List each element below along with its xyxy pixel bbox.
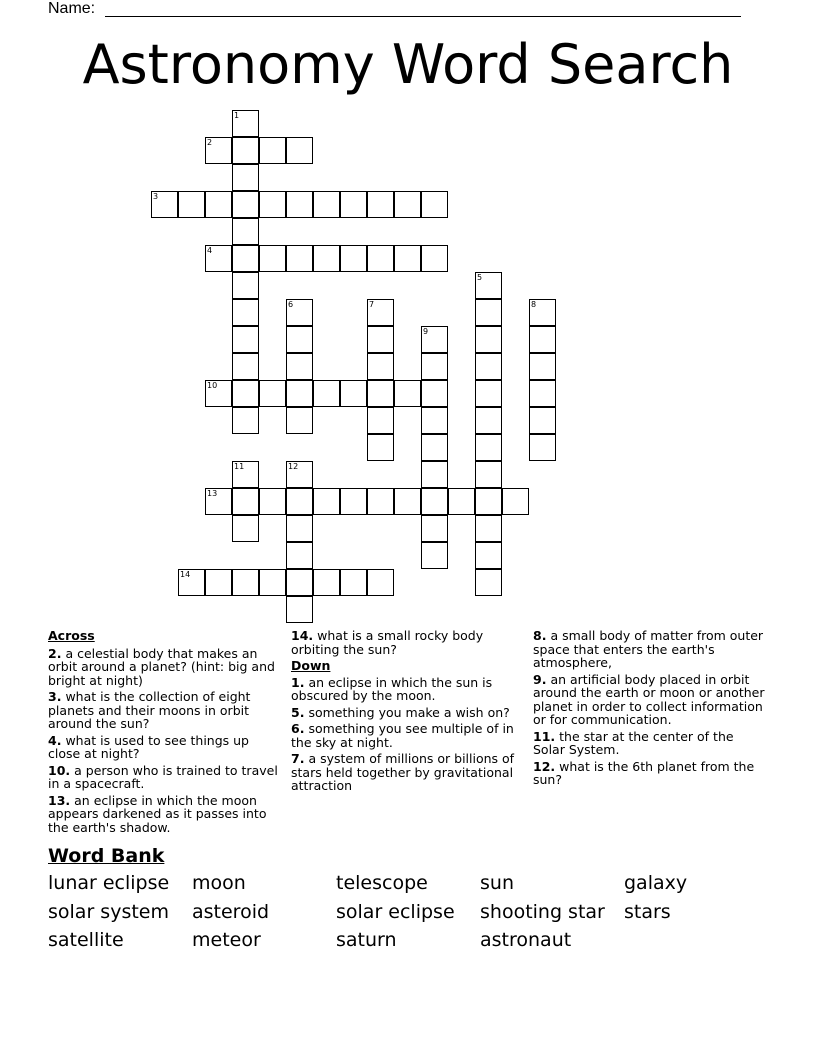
clue-down-9: 9. an artificial body placed in orbit around the earth or moon or another planet in order to collect information or for communication. xyxy=(533,671,765,727)
crossword-cell[interactable] xyxy=(286,488,313,515)
crossword-cell[interactable] xyxy=(421,245,448,272)
clue-down-1: 1. an eclipse in which the sun is obscured by the moon. xyxy=(291,674,493,703)
crossword-cell[interactable] xyxy=(529,434,556,461)
clue-across-13: 13. an eclipse in which the moon appears darkened as it passes into the earth's shadow. xyxy=(48,792,267,835)
clue-number: 13 xyxy=(207,489,218,498)
crossword-cell[interactable] xyxy=(529,353,556,380)
crossword-cell[interactable] xyxy=(286,245,313,272)
word-bank-item: astronaut xyxy=(480,929,572,951)
crossword-cell[interactable] xyxy=(475,434,502,461)
crossword-cell[interactable] xyxy=(421,515,448,542)
crossword-cell[interactable] xyxy=(367,569,394,596)
crossword-cell[interactable] xyxy=(367,245,394,272)
clue-across-3: 3. what is the collection of eight planets and their moons in orbit around the sun? xyxy=(48,689,251,731)
crossword-cell[interactable] xyxy=(259,137,286,164)
crossword-cell[interactable] xyxy=(178,191,205,218)
clue-number: 1 xyxy=(234,111,240,120)
clue-number: 7 xyxy=(369,300,375,309)
name-blank-line[interactable] xyxy=(105,16,741,17)
crossword-cell[interactable] xyxy=(259,245,286,272)
crossword-cell[interactable] xyxy=(205,137,232,164)
clue-across-14: 14. what is a small rocky body orbiting the sun? xyxy=(291,628,484,657)
clue-number: 9 xyxy=(423,327,429,336)
crossword-cell[interactable] xyxy=(232,245,259,272)
crossword-cell[interactable] xyxy=(232,488,259,515)
crossword-cell[interactable] xyxy=(421,191,448,218)
crossword-cell[interactable] xyxy=(475,569,502,596)
crossword-cell[interactable] xyxy=(232,137,259,164)
crossword-cell[interactable] xyxy=(529,299,556,326)
crossword-cell[interactable] xyxy=(421,380,448,407)
crossword-cell[interactable] xyxy=(421,326,448,353)
crossword-cell[interactable] xyxy=(367,353,394,380)
crossword-cell[interactable] xyxy=(475,380,502,407)
crossword-cell[interactable] xyxy=(340,191,367,218)
crossword-cell[interactable] xyxy=(178,569,205,596)
crossword-cell[interactable] xyxy=(286,461,313,488)
crossword-cell[interactable] xyxy=(502,488,529,515)
clues-column-3 xyxy=(533,629,769,790)
crossword-cell[interactable] xyxy=(232,299,259,326)
clue-down-11: 11. the star at the center of the Solar System. xyxy=(533,728,734,757)
crossword-cell[interactable] xyxy=(151,191,178,218)
crossword-cell[interactable] xyxy=(286,542,313,569)
crossword-cell[interactable] xyxy=(259,488,286,515)
crossword-cell[interactable] xyxy=(286,515,313,542)
crossword-cell[interactable] xyxy=(475,488,502,515)
clue-across-10: 10. a person who is trained to travel in a spacecraft. xyxy=(48,762,278,791)
clue-number: 8 xyxy=(531,300,537,309)
clue-across-2: 2. a celestial body that makes an orbit around a planet? (hint: big and bright at night) xyxy=(48,645,275,688)
crossword-cell[interactable] xyxy=(421,542,448,569)
crossword-cell[interactable] xyxy=(367,488,394,515)
crossword-cell[interactable] xyxy=(286,326,313,353)
page-title: Astronomy Word Search xyxy=(82,33,734,96)
word-bank-item: satellite xyxy=(48,929,124,951)
crossword-cell[interactable] xyxy=(340,380,367,407)
crossword-cell[interactable] xyxy=(259,380,286,407)
crossword-cell[interactable] xyxy=(232,218,259,245)
crossword-cell[interactable] xyxy=(232,191,259,218)
crossword-cell[interactable] xyxy=(475,299,502,326)
crossword-cell[interactable] xyxy=(232,110,259,137)
crossword-cell[interactable] xyxy=(448,488,475,515)
crossword-cell[interactable] xyxy=(340,569,367,596)
crossword-cell[interactable] xyxy=(286,569,313,596)
word-bank-item: solar system xyxy=(48,900,169,923)
crossword-cell[interactable] xyxy=(286,596,313,623)
crossword-cell[interactable] xyxy=(475,353,502,380)
crossword-cell[interactable] xyxy=(286,191,313,218)
crossword-cell[interactable] xyxy=(529,380,556,407)
crossword-cell[interactable] xyxy=(286,299,313,326)
crossword-cell[interactable] xyxy=(529,326,556,353)
word-bank-item: asteroid xyxy=(192,900,270,923)
crossword-cell[interactable] xyxy=(259,569,286,596)
crossword-cell[interactable] xyxy=(313,191,340,218)
crossword-cell[interactable] xyxy=(475,515,502,542)
across-heading: Across xyxy=(48,628,95,643)
word-bank-item: telescope xyxy=(336,872,428,894)
crossword-cell[interactable] xyxy=(394,380,421,407)
crossword-cell[interactable] xyxy=(205,488,232,515)
crossword-cell[interactable] xyxy=(340,488,367,515)
clue-number: 12 xyxy=(288,462,299,471)
clue-down-8: 8. a small body of matter from outer space that enters the earth's atmosphere, xyxy=(533,628,764,670)
crossword-cell[interactable] xyxy=(286,353,313,380)
clue-number: 3 xyxy=(153,192,159,201)
crossword-cell[interactable] xyxy=(232,164,259,191)
crossword-cell[interactable] xyxy=(529,407,556,434)
crossword-cell[interactable] xyxy=(232,569,259,596)
crossword-cell[interactable] xyxy=(286,137,313,164)
crossword-cell[interactable] xyxy=(421,353,448,380)
clue-down-5: 5. something you make a wish on? xyxy=(291,704,510,720)
crossword-cell[interactable] xyxy=(232,353,259,380)
crossword-cell[interactable] xyxy=(232,272,259,299)
crossword-cell[interactable] xyxy=(340,245,367,272)
crossword-cell[interactable] xyxy=(232,407,259,434)
crossword-cell[interactable] xyxy=(232,326,259,353)
crossword-cell[interactable] xyxy=(367,299,394,326)
crossword-cell[interactable] xyxy=(394,245,421,272)
word-bank-item: saturn xyxy=(336,929,397,951)
word-bank-item: sun xyxy=(480,872,514,894)
clues-column-2 xyxy=(291,629,519,796)
crossword-cell[interactable] xyxy=(421,434,448,461)
crossword-cell[interactable] xyxy=(475,407,502,434)
crossword-cell[interactable] xyxy=(367,326,394,353)
crossword-cell[interactable] xyxy=(475,326,502,353)
word-bank-list xyxy=(48,872,768,953)
clue-number: 14 xyxy=(180,570,191,579)
word-bank-item: lunar eclipse xyxy=(48,872,170,894)
crossword-cell[interactable] xyxy=(475,542,502,569)
clue-down-6: 6. something you see multiple of in the sky at night. xyxy=(291,721,514,750)
clues-column-1 xyxy=(48,629,280,837)
crossword-cell[interactable] xyxy=(367,434,394,461)
crossword-cell[interactable] xyxy=(313,380,340,407)
crossword-cell[interactable] xyxy=(421,461,448,488)
crossword-cell[interactable] xyxy=(367,407,394,434)
clue-number: 6 xyxy=(288,300,294,309)
word-bank-item: moon xyxy=(192,872,246,894)
crossword-cell[interactable] xyxy=(475,461,502,488)
word-bank-item: meteor xyxy=(192,929,261,951)
crossword-cell[interactable] xyxy=(313,488,340,515)
clue-down-7: 7. a system of millions or billions of stars held together by gravitational attraction xyxy=(291,751,515,793)
crossword-cell[interactable] xyxy=(232,380,259,407)
clue-number: 11 xyxy=(234,462,245,471)
down-heading: Down xyxy=(291,658,331,673)
crossword-cell[interactable] xyxy=(367,191,394,218)
clue-number: 2 xyxy=(207,138,213,147)
crossword-cell[interactable] xyxy=(421,488,448,515)
crossword-cell[interactable] xyxy=(367,380,394,407)
clue-number: 10 xyxy=(207,381,218,390)
crossword-cell[interactable] xyxy=(475,272,502,299)
crossword-cell[interactable] xyxy=(205,245,232,272)
crossword-cell[interactable] xyxy=(286,407,313,434)
crossword-cell[interactable] xyxy=(313,569,340,596)
word-bank-item: shooting star xyxy=(480,900,605,923)
crossword-cell[interactable] xyxy=(259,191,286,218)
clue-number: 5 xyxy=(477,273,483,282)
clue-across-4: 4. what is used to see things up close at night? xyxy=(48,732,249,761)
crossword-cell[interactable] xyxy=(394,191,421,218)
crossword-cell[interactable] xyxy=(286,380,313,407)
crossword-cell[interactable] xyxy=(205,569,232,596)
crossword-cell[interactable] xyxy=(205,191,232,218)
crossword-cell[interactable] xyxy=(421,407,448,434)
name-label: Name: xyxy=(48,0,96,17)
crossword-cell[interactable] xyxy=(205,380,232,407)
clue-number: 4 xyxy=(207,246,213,255)
crossword-cell[interactable] xyxy=(394,488,421,515)
word-bank-item: solar eclipse xyxy=(336,900,455,923)
crossword-cell[interactable] xyxy=(232,515,259,542)
word-bank-item: galaxy xyxy=(624,872,688,894)
word-bank-item: stars xyxy=(624,900,671,923)
clue-down-12: 12. what is the 6th planet from the sun? xyxy=(533,758,755,787)
crossword-cell[interactable] xyxy=(313,245,340,272)
crossword-cell[interactable] xyxy=(232,461,259,488)
word-bank-title: Word Bank xyxy=(48,845,165,867)
